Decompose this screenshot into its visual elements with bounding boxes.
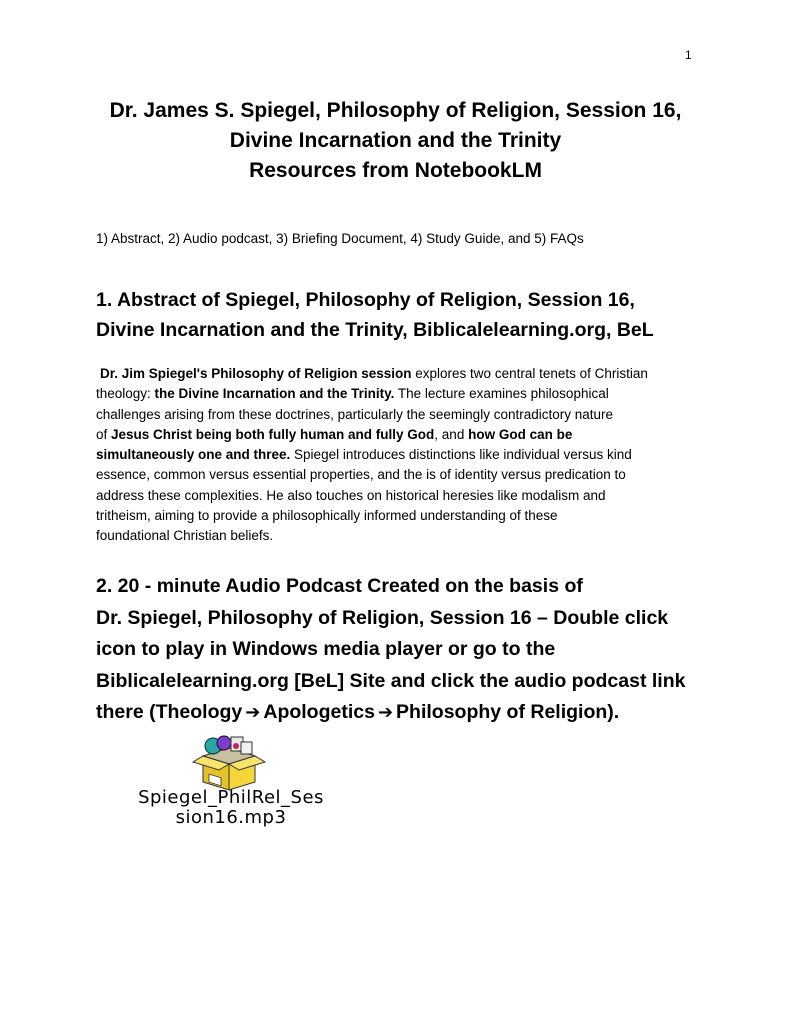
section-1-heading-line-1: 1. Abstract of Spiegel, Philosophy of Religion, Session 16, bbox=[96, 289, 635, 311]
abstract-text: explores two central tenets of Christian bbox=[411, 366, 648, 381]
abstract-text: challenges arising from these doctrines, particularly the seemingly contradictory nature bbox=[96, 406, 614, 422]
abstract-text: address these complexities. He also touches on historical heresies like modalism and bbox=[96, 487, 606, 503]
title-line-3: Resources from NotebookLM bbox=[249, 159, 542, 182]
abstract-bold: Jesus Christ being both fully human and fully God bbox=[111, 426, 435, 442]
resource-list: 1) Abstract, 2) Audio podcast, 3) Briefing Document, 4) Study Guide, and 5) FAQs bbox=[96, 231, 584, 246]
abstract-bold: simultaneously one and three. bbox=[96, 447, 291, 463]
section-2-heading-line-3: icon to play in Windows media player or go to the bbox=[96, 638, 556, 660]
page-number: 1 bbox=[685, 48, 692, 62]
section-1-heading-line-2: Divine Incarnation and the Trinity, Biblicalelearning.org, BeL bbox=[96, 319, 654, 341]
section-2-heading-line-5 bbox=[96, 697, 685, 729]
section-1-heading bbox=[96, 285, 654, 345]
abstract-bold: Dr. Jim Spiegel's Philosophy of Religion session bbox=[100, 366, 412, 381]
breadcrumb-theology: there (Theology bbox=[96, 701, 243, 723]
abstract-text: of bbox=[96, 426, 112, 442]
breadcrumb-apologetics: Apologetics bbox=[263, 701, 375, 723]
title-line-2: Divine Incarnation and the Trinity bbox=[229, 129, 562, 152]
breadcrumb-philosophy: Philosophy of Religion). bbox=[396, 701, 620, 723]
abstract-text: Spiegel introduces distinctions like individual versus kind bbox=[290, 447, 632, 463]
media-file-label-line-1: Spiegel_PhilRel_Ses bbox=[138, 787, 324, 808]
arrow-right-icon: ➔ bbox=[377, 702, 394, 722]
media-file-label[interactable] bbox=[96, 788, 366, 828]
abstract-text: The lecture examines philosophical bbox=[394, 386, 609, 402]
abstract-text: theology: bbox=[96, 386, 155, 402]
section-2-heading-line-1: 2. 20 - minute Audio Podcast Created on the basis of bbox=[96, 575, 583, 597]
section-2-heading-line-4: Biblicalelearning.org [BeL] Site and click the audio podcast link bbox=[96, 669, 686, 692]
abstract-text: essence, common versus essential properties, and the is of identity versus predication to bbox=[96, 467, 626, 483]
abstract-bold: the Divine Incarnation and the Trinity. bbox=[154, 386, 395, 402]
title-line-1: Dr. James S. Spiegel, Philosophy of Religion, Session 16, bbox=[109, 99, 682, 122]
media-file-label-line-2: sion16.mp3 bbox=[175, 807, 287, 828]
section-2-heading bbox=[96, 571, 685, 729]
abstract-bold: how God can be bbox=[468, 426, 573, 442]
media-package-icon[interactable] bbox=[189, 734, 269, 792]
abstract-text: foundational Christian beliefs. bbox=[96, 528, 274, 544]
arrow-right-icon: ➔ bbox=[245, 702, 261, 722]
abstract-text: , and bbox=[434, 426, 469, 442]
abstract-paragraph bbox=[96, 364, 706, 547]
document-title bbox=[0, 96, 791, 186]
abstract-text: tritheism, aiming to provide a philosophically informed understanding of these bbox=[96, 508, 558, 524]
section-2-heading-line-2: Dr. Spiegel, Philosophy of Religion, Session 16 – Double click bbox=[96, 606, 669, 629]
